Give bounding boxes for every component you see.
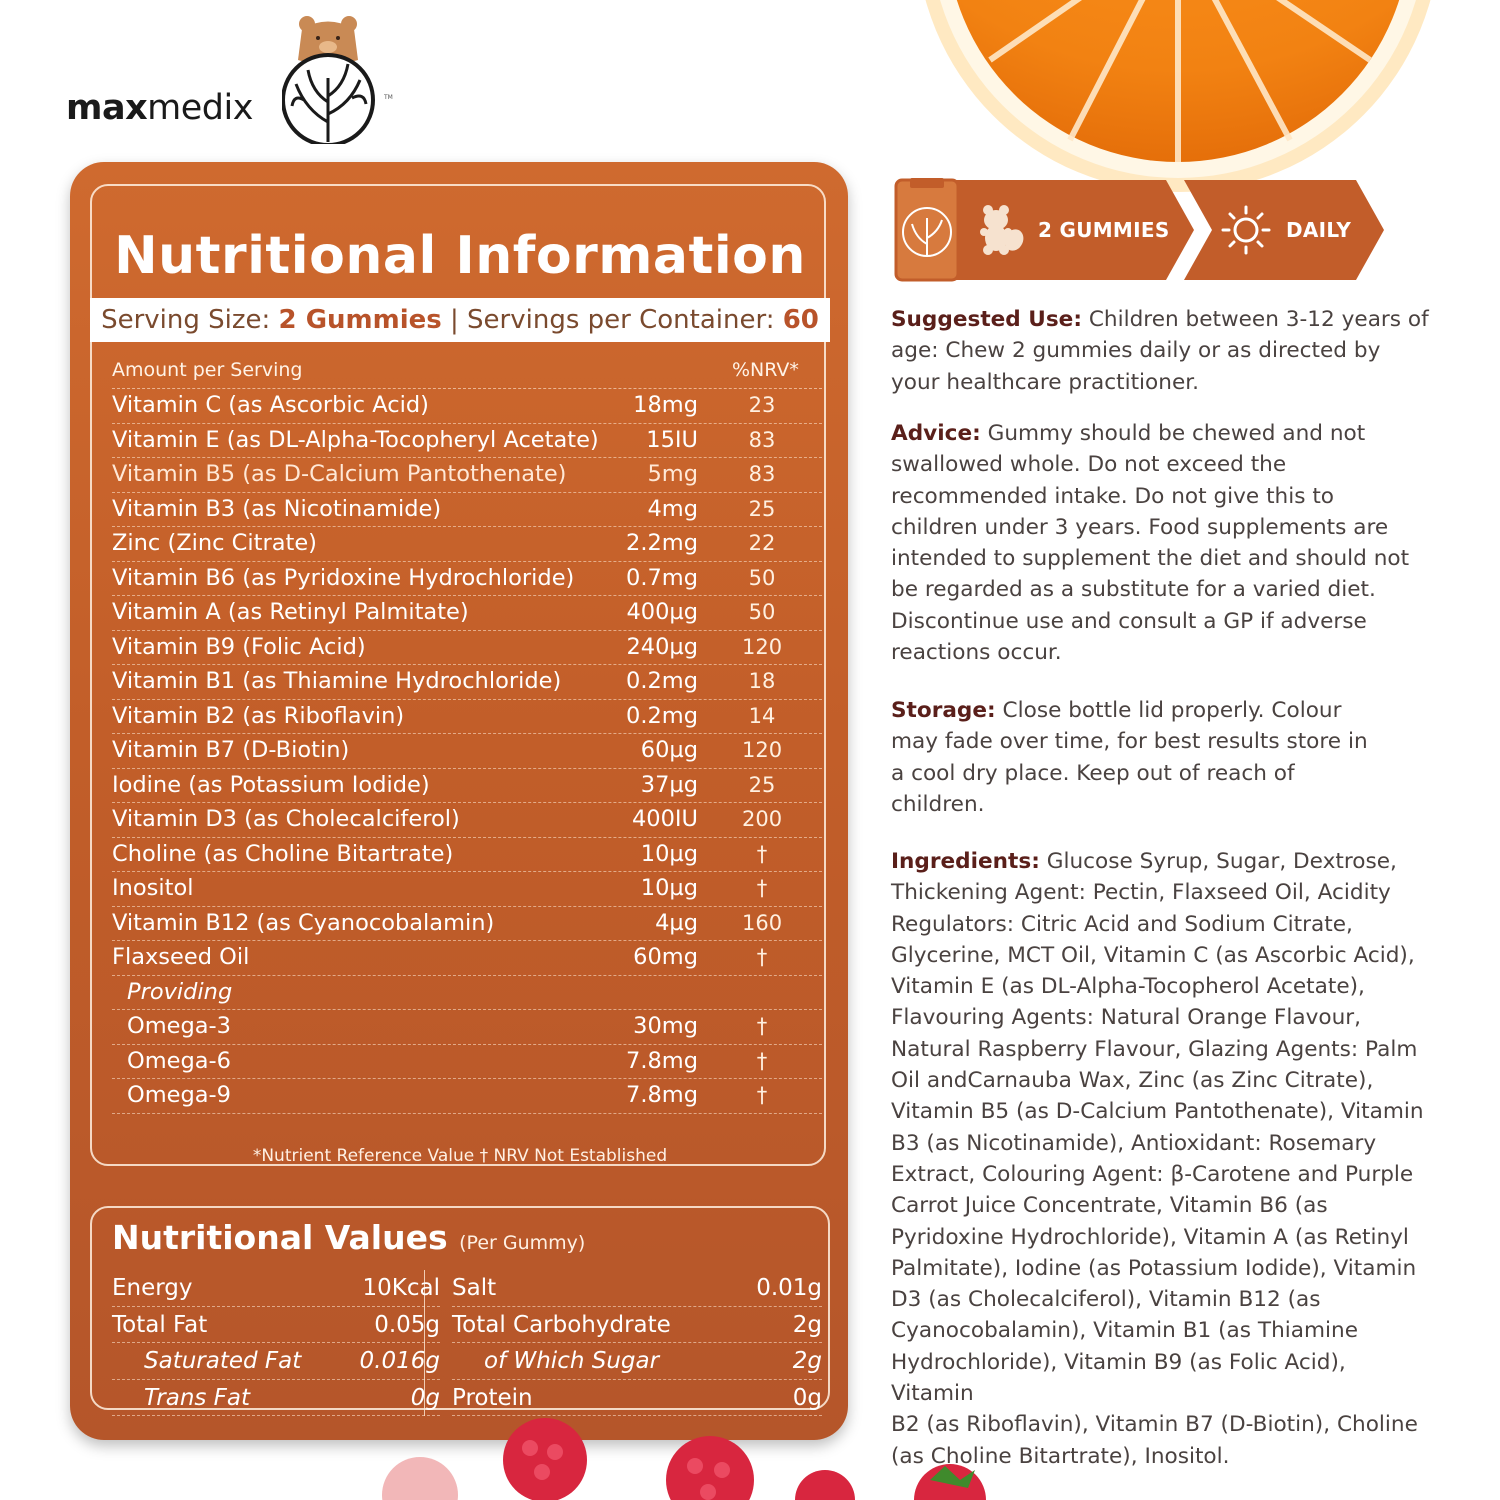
table-row: Omega-9 7.8mg † xyxy=(112,1079,822,1114)
table-row: Vitamin B6 (as Pyridoxine Hydrochloride) 0.7mg 50 xyxy=(112,562,822,597)
trademark-mark: TM xyxy=(384,94,393,101)
advice-label: Advice: xyxy=(891,421,981,446)
gummy-bear-icon xyxy=(974,202,1030,258)
brand-logo xyxy=(66,14,406,144)
serving-info: Serving Size: 2 Gummies | Servings per Container: 60 xyxy=(90,298,830,342)
table-row: Total Fat 0.05g Total Carbohydrate 2g xyxy=(112,1307,822,1344)
frequency-label: DAILY xyxy=(1286,218,1352,242)
table-row: Vitamin B2 (as Riboflavin) 0.2mg 14 xyxy=(112,700,822,735)
table-row: Providing xyxy=(112,976,822,1011)
table-row: Inositol 10µg † xyxy=(112,872,822,907)
nrv-footnote: *Nutrient Reference Value † NRV Not Established xyxy=(252,1146,668,1166)
orange-slice-image xyxy=(920,0,1440,200)
suggested-use-label: Suggested Use: xyxy=(891,307,1082,332)
nutritional-values-subtitle: (Per Gummy) xyxy=(459,1232,586,1254)
storage-section: Storage: Close bottle lid properly. Colour may fade over time, for best results store in a cool dry place. Keep out of reach of children. xyxy=(891,698,1368,817)
table-row: Vitamin B5 (as D-Calcium Pantothenate) 5mg 83 xyxy=(112,458,822,493)
brand-name: maxmedix xyxy=(66,88,253,128)
table-row: Iodine (as Potassium Iodide) 37µg 25 xyxy=(112,769,822,804)
amount-per-serving-header: Amount per Serving xyxy=(112,359,303,381)
storage-label: Storage: xyxy=(891,698,996,723)
table-row: Vitamin C (as Ascorbic Acid) 18mg 23 xyxy=(112,389,822,424)
table-row: Vitamin B12 (as Cyanocobalamin) 4µg 160 xyxy=(112,907,822,942)
bear-tree-logo-icon xyxy=(282,14,382,144)
table-row: Vitamin B7 (D-Biotin) 60µg 120 xyxy=(112,734,822,769)
nutrition-panel xyxy=(70,162,848,1440)
table-row: Vitamin B1 (as Thiamine Hydrochloride) 0.2mg 18 xyxy=(112,665,822,700)
table-row: Vitamin D3 (as Cholecalciferol) 400IU 200 xyxy=(112,803,822,838)
nutritional-information-title: Nutritional Information xyxy=(114,226,806,286)
table-row: Omega-3 30mg † xyxy=(112,1010,822,1045)
ingredients-label: Ingredients: xyxy=(891,849,1040,874)
nutritional-values-box xyxy=(90,1206,830,1410)
table-row: Zinc (Zinc Citrate) 2.2mg 22 xyxy=(112,527,822,562)
table-row: Choline (as Choline Bitartrate) 10µg † xyxy=(112,838,822,873)
table-row: Vitamin B9 (Folic Acid) 240µg 120 xyxy=(112,631,822,666)
ingredients-section: Ingredients: Glucose Syrup, Sugar, Dextrose, Thickening Agent: Pectin, Flaxseed Oil, Acidity Regulators: Citric Acid and Sodium Citrate, Glycerine, MCT Oil, Vitamin C (as Ascorbic Acid), Vitamin E (as DL-Alpha-Tocopherol Acetate), Flavouring Agents: Natural Orange Flavour, Natural Raspberry Flavour, Glazing Agents: Palm Oil andCarnauba Wax, Zinc (as Zinc Citrate), Vitamin B5 (as D-Calcium Pantothenate), Vitamin B3 (as Nicotinamide), Antioxidant: Rosemary Extract, Colouring Agent: β-Carotene and Purple Carrot Juice Concentrate, Vitamin B6 (as Pyridoxine Hydrochloride), Vitamin A (as Retinyl Palmitate), Iodine (as Potassium Iodide), Vitamin D3 (as Cholecalciferol), Vitamin B12 (as Cyanocobalamin), Vitamin B1 (as Thiamine Hydrochloride), Vitamin B9 (as Folic Acid), Vitamin B2 (as Riboflavin), Vitamin B7 (D-Biotin), Choline (as Choline Bitartrate), Inositol. xyxy=(891,849,1424,1469)
nrv-header: %NRV* xyxy=(732,359,799,381)
table-row: Vitamin B3 (as Nicotinamide) 4mg 25 xyxy=(112,493,822,528)
table-row: Vitamin A (as Retinyl Palmitate) 400µg 50 xyxy=(112,596,822,631)
nutrient-table-header xyxy=(112,352,822,389)
suggested-use-section: Suggested Use: Children between 3-12 years of age: Chew 2 gummies daily or as directed by your healthcare practitioner. xyxy=(891,307,1429,395)
advice-section: Advice: Gummy should be chewed and not swallowed whole. Do not exceed the recommended intake. Do not give this to children under 3 years. Food supplements are intended to supplement the diet and should not be regarded as a substitute for a varied diet. Discontinue use and consult a GP if adverse reactions occur. xyxy=(891,421,1410,666)
table-row: Omega-6 7.8mg † xyxy=(112,1045,822,1080)
dose-label: 2 GUMMIES xyxy=(1038,218,1170,242)
table-row: Saturated Fat 0.016g of Which Sugar 2g xyxy=(112,1343,822,1380)
sun-icon xyxy=(1220,204,1272,256)
table-row: Flaxseed Oil 60mg † xyxy=(112,941,822,976)
table-row: Trans Fat 0g Protein 0g xyxy=(112,1380,822,1417)
usage-banner xyxy=(894,178,1394,282)
nutritional-values-title: Nutritional Values (Per Gummy) xyxy=(112,1218,586,1257)
nutrient-table xyxy=(112,352,822,1114)
nutritional-information-box xyxy=(90,184,826,1166)
nutritional-values-grid xyxy=(112,1270,822,1416)
table-row: Vitamin E (as DL-Alpha-Tocopheryl Acetate) 15IU 83 xyxy=(112,424,822,459)
table-row: Energy 10Kcal Salt 0.01g xyxy=(112,1270,822,1307)
